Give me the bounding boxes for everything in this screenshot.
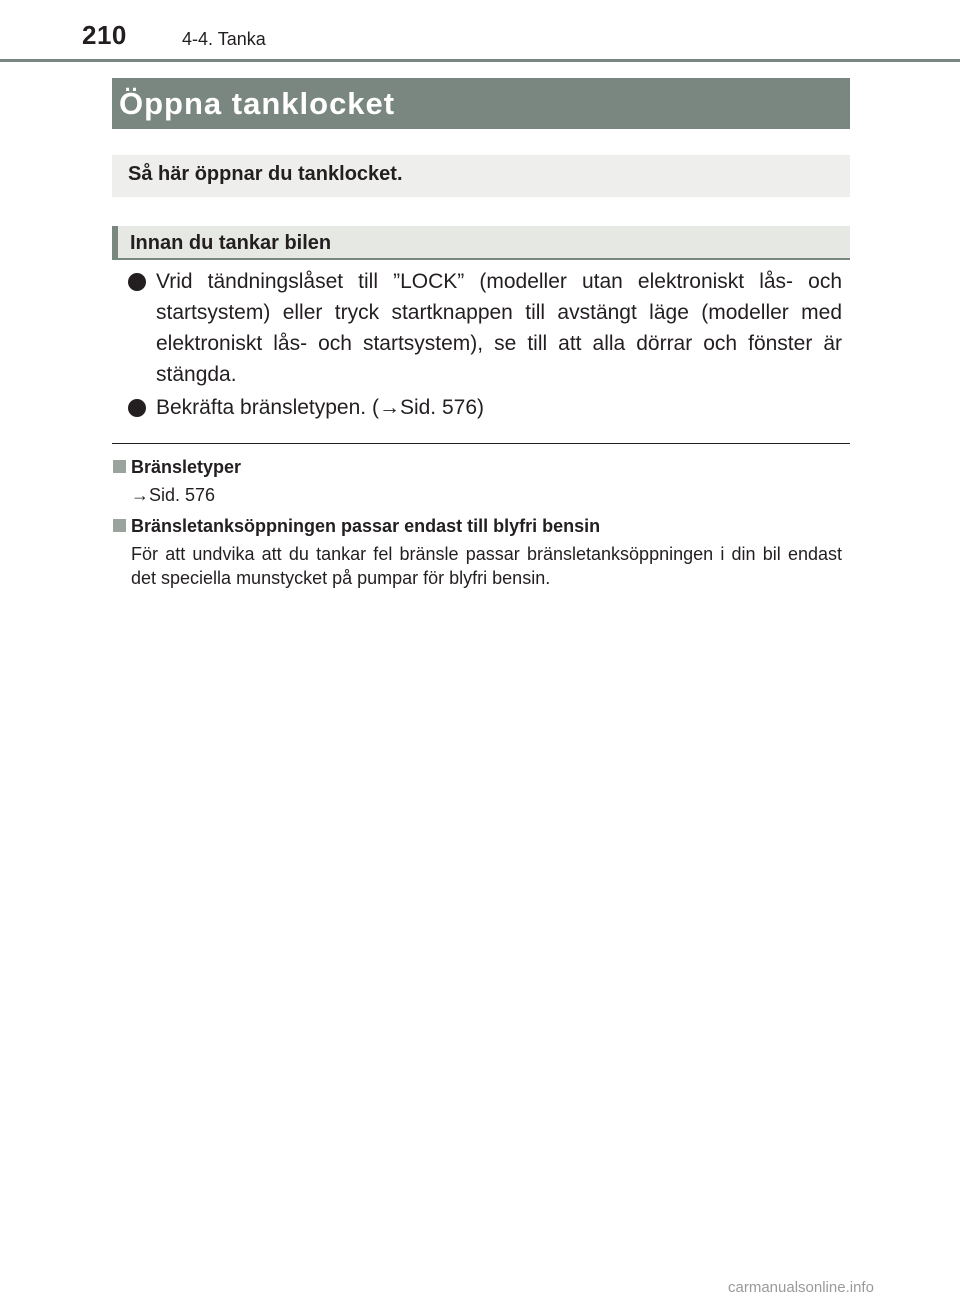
intro-box: Så här öppnar du tanklocket.: [112, 155, 850, 197]
bullet-text: Vrid tändningslåset till ”LOCK” (modeller utan elektroniskt lås- och startsystem) eller tryck startknappen till avstängt läge (modeller med elektroniskt lås- och startsystem), se till att alla dörrar och fönster är stängda.: [156, 270, 842, 386]
note-body: →Sid. 576: [131, 485, 216, 505]
bullet-item: [128, 266, 842, 390]
section-label: 4-4. Tanka: [182, 29, 266, 49]
note-title: [112, 514, 842, 538]
bullet-list: [128, 266, 842, 425]
bullet-dot-icon: [128, 273, 146, 291]
subheading: Innan du tankar bilen: [112, 226, 850, 260]
note-title-text: Bränsletyper: [131, 457, 242, 477]
note-title: [112, 455, 842, 479]
square-bullet-icon: [113, 460, 126, 473]
bullet-text: Bekräfta bränsletypen. (→Sid. 576): [156, 396, 485, 419]
page-title: Öppna tanklocket: [112, 78, 850, 129]
note-unleaded-only: [112, 514, 842, 590]
bullet-dot-icon: [128, 399, 146, 417]
page-number: 210: [82, 20, 127, 50]
note-fuel-types: [112, 455, 842, 507]
bullet-item: [128, 392, 842, 423]
square-bullet-icon: [113, 519, 126, 532]
header-rule: [0, 59, 960, 62]
note-title-text: Bränsletanksöppningen passar endast till blyfri bensin: [131, 516, 601, 536]
note-body: För att undvika att du tankar fel bränsle passar bränsletanksöppningen i din bil endast det speciella munstycket på pumpar för blyfri bensin.: [131, 544, 842, 588]
section-divider: [112, 443, 850, 444]
watermark: carmanualsonline.info: [728, 1279, 874, 1296]
